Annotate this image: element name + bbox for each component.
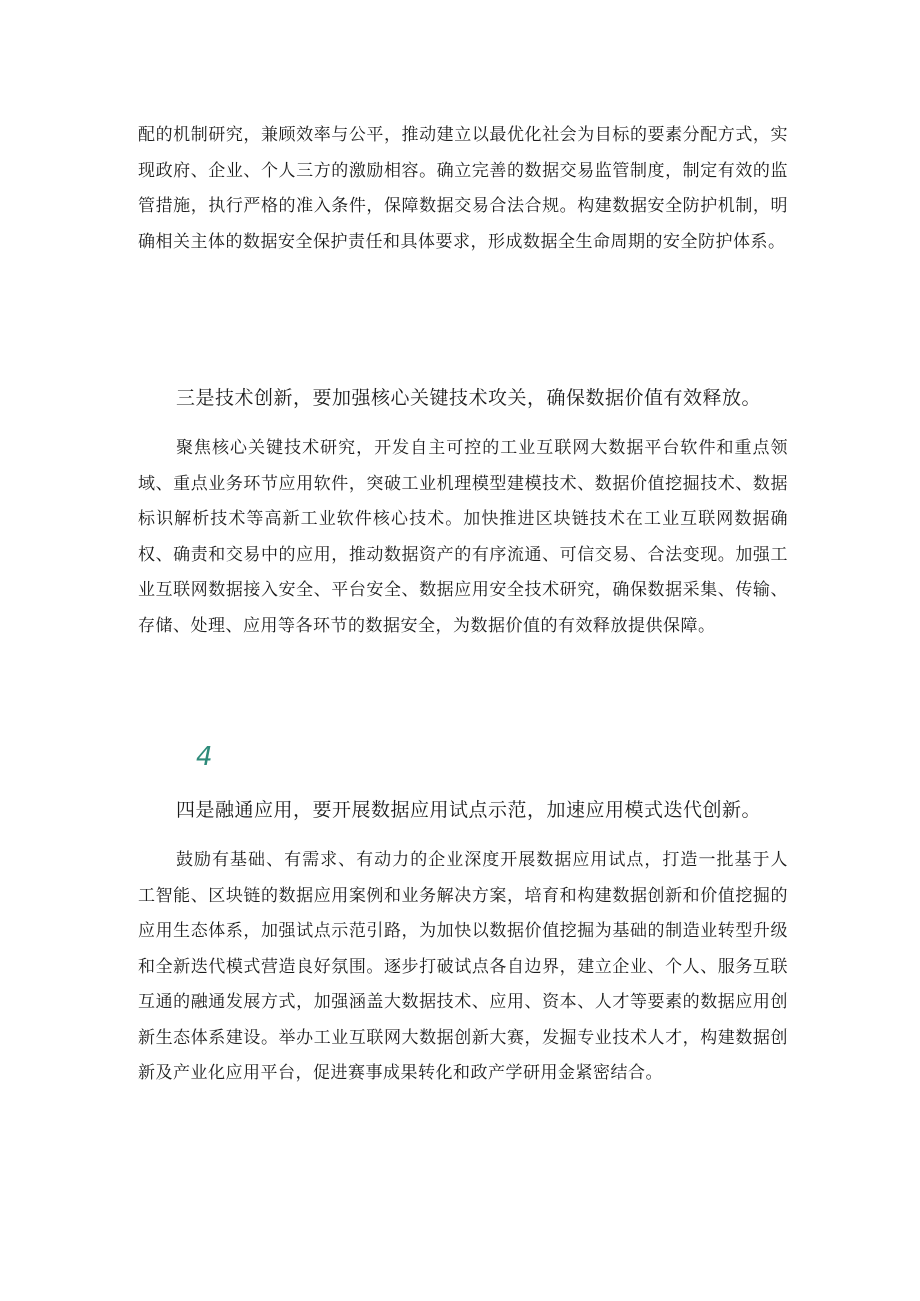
paragraph-mechanism: 配的机制研究，兼顾效率与公平，推动建立以最优化社会为目标的要素分配方式，实现政府、企业、个人三方的激励相容。确立完善的数据交易监管制度，制定有效的监管措施，执行严格的准入条件，保障数据交易合法合规。构建数据安全防护机制，明确相关主体的数据安全保护责任和具体要求，形成数据全生命周期的安全防护体系。 xyxy=(138,125,788,252)
section-number: 4 xyxy=(196,742,213,772)
paragraph-tech-innovation: 聚焦核心关键技术研究，开发自主可控的工业互联网大数据平台软件和重点领域、重点业务环节应用软件，突破工业机理模型建模技术、数据价值挖掘技术、数据标识解析技术等高新工业软件核心技术。加快推进区块链技术在工业互联网数据确权、确责和交易中的应用，推动数据资产的有序流通、可信交易、合法变现。加强工业互联网数据接入安全、平台安全、数据应用安全技术研究，确保数据采集、传输、存储、处理、应用等各环节的数据安全，为数据价值的有效释放提供保障。 xyxy=(138,438,788,636)
heading-tech-innovation: 三是技术创新，要加强核心关键技术攻关，确保数据价值有效释放。 xyxy=(176,387,762,409)
heading-integrated-application: 四是融通应用，要开展数据应用试点示范，加速应用模式迭代创新。 xyxy=(176,799,762,821)
paragraph-integrated-application: 鼓励有基础、有需求、有动力的企业深度开展数据应用试点，打造一批基于人工智能、区块链的数据应用案例和业务解决方案，培育和构建数据创新和价值挖掘的应用生态体系，加强试点示范引路，为加快以数据价值挖掘为基础的制造业转型升级和全新迭代模式营造良好氛围。逐步打破试点各自边界，建立企业、个人、服务互联互通的融通发展方式，加强涵盖大数据技术、应用、资本、人才等要素的数据应用创新生态体系建设。举办工业互联网大数据创新大赛，发掘专业技术人才，构建数据创新及产业化应用平台，促进赛事成果转化和政产学研用金紧密结合。 xyxy=(138,850,788,1083)
